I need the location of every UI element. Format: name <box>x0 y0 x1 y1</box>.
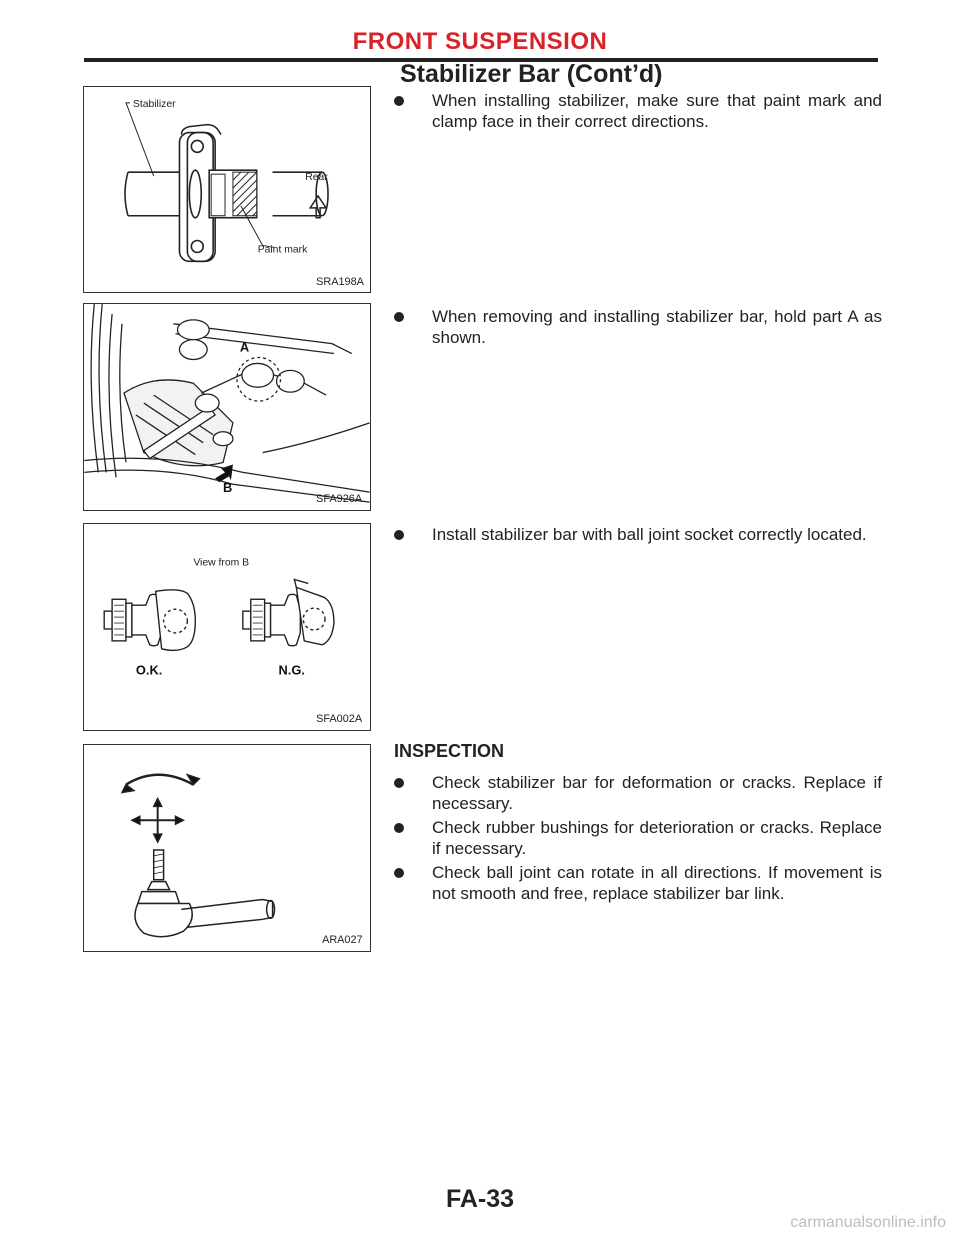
bullet-dot <box>394 778 404 788</box>
step-paint-mark <box>394 90 882 135</box>
watermark: carmanualsonline.info <box>790 1214 946 1231</box>
step-hold-part-a <box>394 306 882 351</box>
label-ok: O.K. <box>135 662 163 678</box>
figure-code: SFA926A <box>316 493 363 506</box>
bullet-dot <box>394 96 404 106</box>
label-a: A <box>239 339 250 355</box>
figure-view-from-b <box>83 523 371 731</box>
label-stabilizer: Stabilizer <box>132 98 176 110</box>
step-ball-joint <box>394 524 882 548</box>
figure-hold-part-a <box>83 303 371 511</box>
figure-code: SRA198A <box>316 276 364 289</box>
bullet-dot <box>394 530 404 540</box>
inspection-item: Check rubber bushings for deterioration or cracks. Replace if necessary. <box>432 818 882 858</box>
label-b: B <box>223 480 233 496</box>
label-rear: Rear <box>305 172 328 184</box>
bullet-dot <box>394 868 404 878</box>
step-text: Install stabilizer bar with ball joint socket correctly located. <box>432 525 867 544</box>
figure-ball-joint-check <box>83 744 371 952</box>
bullet-dot <box>394 312 404 322</box>
label-ng: N.G. <box>278 662 305 678</box>
step-text: When installing stabilizer, make sure that paint mark and clamp face in their correct directions. <box>432 91 882 131</box>
figure-stabilizer-paint-mark <box>83 86 371 293</box>
label-paint-mark: Paint mark <box>257 244 308 256</box>
inspection-item: Check stabilizer bar for deformation or cracks. Replace if necessary. <box>432 773 882 813</box>
inspection-section <box>394 741 882 907</box>
page-number: FA-33 <box>445 1185 515 1213</box>
bullet-dot <box>394 823 404 833</box>
step-text: When removing and installing stabilizer bar, hold part A as shown. <box>432 307 882 347</box>
page-heading: Stabilizer Bar (Cont’d) <box>400 60 663 88</box>
figure-code: SFA002A <box>316 713 363 726</box>
figure-code: ARA027 <box>322 934 363 947</box>
inspection-item: Check ball joint can rotate in all directions. If movement is not smooth and free, replace stabilizer bar link. <box>432 863 882 903</box>
section-title: FRONT SUSPENSION <box>352 28 608 55</box>
inspection-heading: INSPECTION <box>394 741 505 761</box>
label-view-from-b: View from B <box>193 557 250 569</box>
